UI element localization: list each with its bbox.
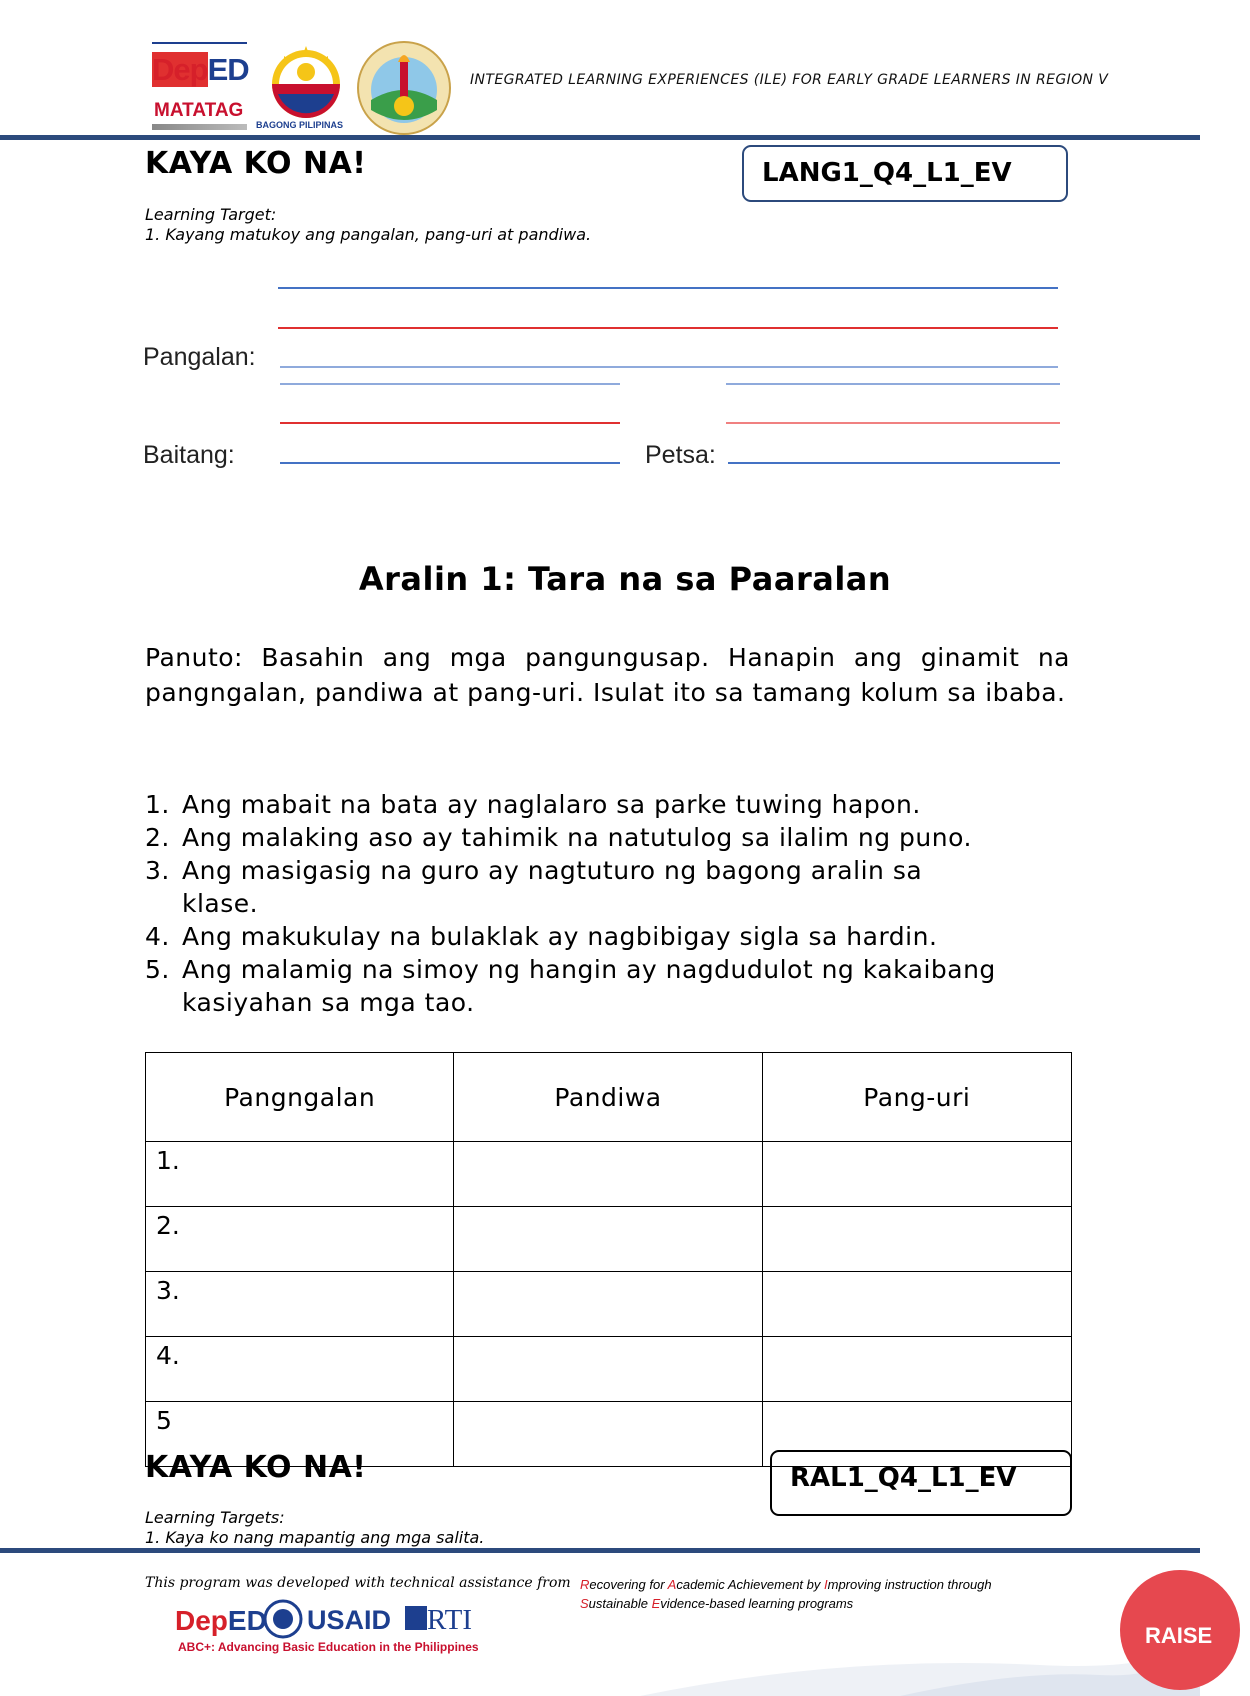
answer-cell-pangngalan[interactable] bbox=[146, 1337, 454, 1402]
footer-usaid-logo: USAID bbox=[307, 1605, 392, 1635]
list-item bbox=[145, 920, 1085, 953]
sentence-list bbox=[145, 788, 1085, 1019]
abc-plus-caption: ABC+: Advancing Basic Education in the Philippines bbox=[178, 1640, 479, 1654]
item-text: Ang masigasig na guro ay nagtuturo ng bagong aralin sa klase. bbox=[182, 856, 923, 918]
date-field[interactable] bbox=[728, 462, 1060, 464]
lesson-code-box: LANG1_Q4_L1_EV bbox=[742, 145, 1068, 202]
answer-cell-pang-uri[interactable] bbox=[762, 1142, 1071, 1207]
item-number: 5. bbox=[145, 955, 170, 984]
answer-cell-pandiwa[interactable] bbox=[454, 1272, 762, 1337]
raise-decoration bbox=[640, 1555, 1213, 1696]
table-row bbox=[146, 1142, 1072, 1207]
answer-cell-pangngalan[interactable] bbox=[146, 1272, 454, 1337]
name-guide-line-top bbox=[278, 287, 1058, 289]
item-text: Ang malaking aso ay tahimik na natutulog sa ilalim ng puno. bbox=[182, 823, 972, 852]
raise-tagline: Recovering for Academic Achievement by Improving instruction through Sustainable Evidence-based learning programs bbox=[580, 1577, 992, 1611]
deped-logo-ed: ED bbox=[207, 52, 249, 87]
section-heading: KAYA KO NA! bbox=[145, 146, 367, 181]
learning-target-item: 1. Kayang matukoy ang pangalan, pang-uri at pandiwa. bbox=[145, 225, 592, 244]
learning-target-label: Learning Target: bbox=[145, 205, 277, 224]
answer-cell-pandiwa[interactable] bbox=[454, 1402, 762, 1467]
date-label: Petsa: bbox=[645, 441, 716, 469]
answer-cell-pang-uri[interactable] bbox=[762, 1207, 1071, 1272]
row-number: 5 bbox=[156, 1406, 172, 1435]
lesson-title: Aralin 1: Tara na sa Paaralan bbox=[358, 560, 892, 598]
answer-cell-pandiwa[interactable] bbox=[454, 1337, 762, 1402]
item-text: Ang makukulay na bulaklak ay nagbibigay sigla sa hardin. bbox=[182, 922, 938, 951]
answer-cell-pang-uri[interactable] bbox=[762, 1272, 1071, 1337]
answer-table bbox=[145, 1052, 1072, 1467]
list-item bbox=[145, 953, 1072, 1019]
header-rule bbox=[0, 135, 1200, 140]
section-heading-2: KAYA KO NA! bbox=[145, 1450, 367, 1485]
date-guide-line-mid bbox=[726, 422, 1060, 424]
matatag-label: MATATAG bbox=[154, 100, 244, 121]
date-guide-line-top bbox=[726, 383, 1060, 385]
row-number: 4. bbox=[156, 1341, 180, 1370]
list-item bbox=[145, 854, 1085, 920]
row-number: 2. bbox=[156, 1211, 180, 1240]
item-number: 4. bbox=[145, 922, 170, 951]
list-item bbox=[145, 788, 1085, 821]
bagong-pilipinas-logo bbox=[256, 42, 357, 134]
column-header-pangngalan: Pangngalan bbox=[146, 1053, 454, 1142]
footer-credit: This program was developed with technical assistance from bbox=[145, 1575, 571, 1591]
table-row bbox=[146, 1207, 1072, 1272]
table-row bbox=[146, 1337, 1072, 1402]
list-item bbox=[145, 821, 1085, 854]
item-number: 1. bbox=[145, 790, 170, 819]
footer-rule bbox=[0, 1548, 1200, 1553]
learning-target-item-2: 1. Kaya ko nang mapantig ang mga salita. bbox=[145, 1528, 485, 1547]
grade-field[interactable] bbox=[280, 462, 620, 464]
answer-cell-pangngalan[interactable] bbox=[146, 1142, 454, 1207]
answer-cell-pandiwa[interactable] bbox=[454, 1142, 762, 1207]
grade-label: Baitang: bbox=[143, 441, 235, 469]
item-number: 3. bbox=[145, 856, 170, 885]
answer-cell-pandiwa[interactable] bbox=[454, 1207, 762, 1272]
table-row bbox=[146, 1272, 1072, 1337]
row-number: 3. bbox=[156, 1276, 180, 1305]
deped-matatag-logo bbox=[152, 42, 252, 132]
item-number: 2. bbox=[145, 823, 170, 852]
item-text: Ang mabait na bata ay naglalaro sa parke tuwing hapon. bbox=[182, 790, 921, 819]
name-label: Pangalan: bbox=[143, 343, 256, 371]
kagawaran-seal-icon bbox=[356, 40, 452, 136]
answer-cell-pang-uri[interactable] bbox=[762, 1337, 1071, 1402]
name-guide-line-mid bbox=[278, 327, 1058, 329]
bagong-pilipinas-caption: BAGONG PILIPINAS bbox=[256, 120, 344, 130]
lesson-code-box-2: RAL1_Q4_L1_EV bbox=[770, 1450, 1072, 1516]
footer-deped-logo: DepED bbox=[175, 1605, 267, 1636]
program-banner-text: INTEGRATED LEARNING EXPERIENCES (ILE) FOR EARLY GRADE LEARNERS IN REGION V bbox=[470, 72, 1109, 88]
raise-badge-label: RAISE bbox=[1145, 1623, 1213, 1648]
row-number: 1. bbox=[156, 1146, 180, 1175]
grade-guide-line-mid bbox=[280, 422, 620, 424]
learning-targets-label: Learning Targets: bbox=[145, 1508, 285, 1527]
column-header-pang-uri: Pang-uri bbox=[762, 1053, 1071, 1142]
footer-rti-logo: RTI bbox=[427, 1604, 472, 1636]
name-field[interactable] bbox=[280, 366, 1058, 368]
item-text: Ang malamig na simoy ng hangin ay nagdudulot ng kakaibang kasiyahan sa mga tao. bbox=[182, 955, 996, 1017]
table-header-row bbox=[146, 1053, 1072, 1142]
grade-guide-line-top bbox=[280, 383, 620, 385]
instructions-text: Panuto: Basahin ang mga pangungusap. Hanapin ang ginamit na pangngalan, pandiwa at pang-uri. Isulat ito sa tamang kolum sa ibaba. bbox=[145, 643, 1070, 707]
answer-cell-pangngalan[interactable] bbox=[146, 1207, 454, 1272]
deped-logo-dep: Dep bbox=[152, 52, 208, 87]
column-header-pandiwa: Pandiwa bbox=[454, 1053, 762, 1142]
